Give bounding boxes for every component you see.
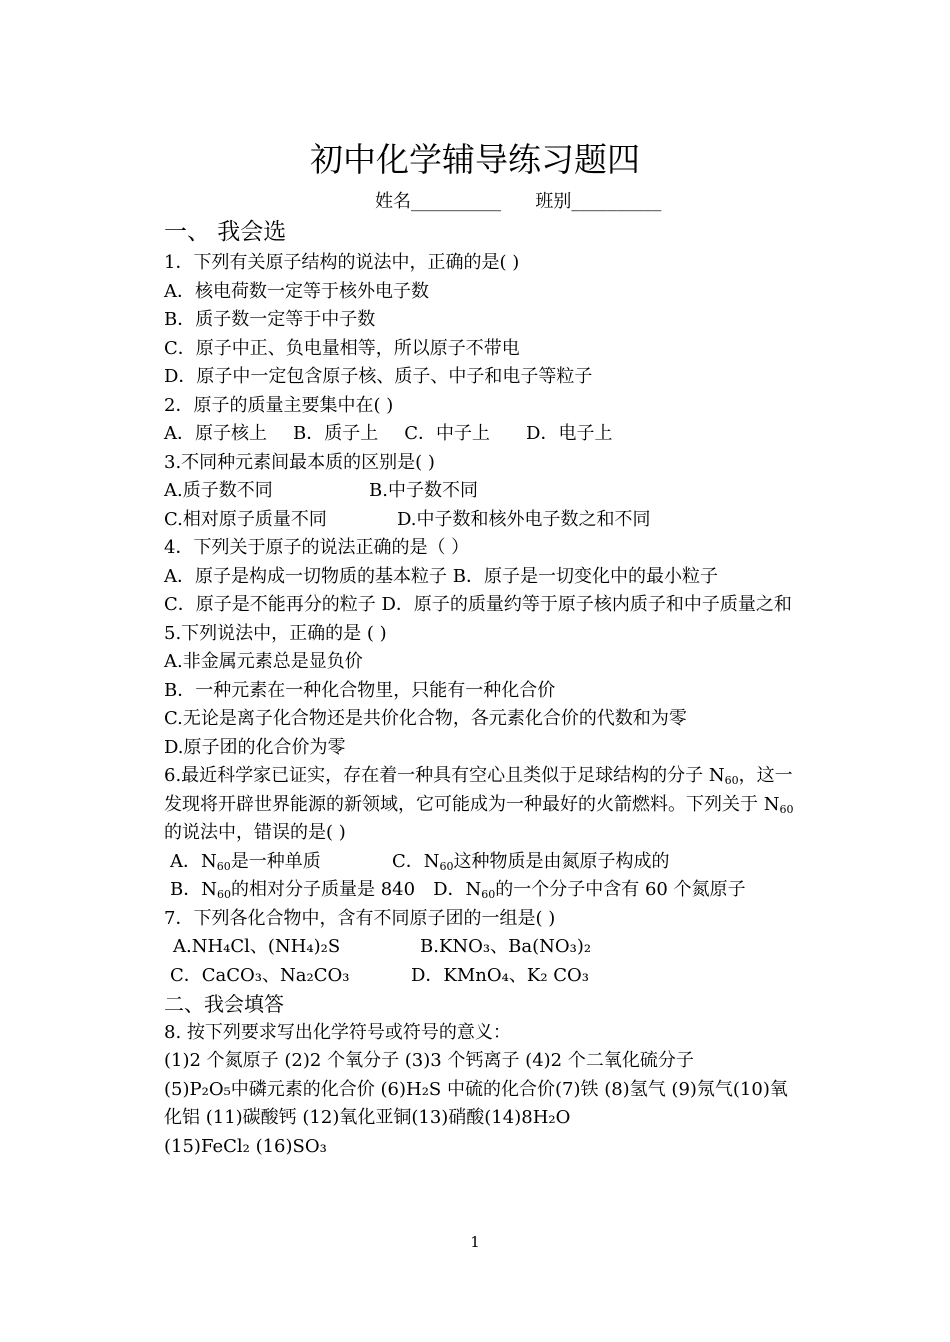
q6-options-bd [164, 876, 794, 905]
q3-option-a: A.质子数不同 [164, 480, 273, 501]
q7-options-ab [164, 933, 794, 962]
section-heading-fill: 二、我会填答 [164, 992, 284, 1016]
q6-option-d: D．$N_{60}$的一个分子中含有 60 个氮原子 [433, 879, 746, 901]
q5-option-d: D.原子团的化合价为零 [164, 736, 346, 758]
q5-option-a: A.非金属元素总是显负价 [164, 651, 363, 672]
q2-options [164, 420, 794, 449]
q1-option-a: A．核电荷数一定等于核外电子数 [164, 280, 429, 302]
question-1: 1．下列有关原子结构的说法中，正确的是( ) [164, 252, 520, 273]
q8-items-line-1: (1)2 个氮原子 (2)2 个氧分子 (3)3 个钙离子 (4)2 个二氧化硫分子 [164, 1050, 694, 1071]
q7-option-b: B.KNO₃、Ba(NO₃)₂ [420, 936, 592, 957]
q8-items-line-3: (15)FeCl₂ (16)SO₃ [164, 1135, 327, 1157]
page-title: 初中化学辅导练习题四 [310, 140, 640, 179]
q7-option-d: D．KMnO₄、K₂ CO₃ [411, 964, 590, 986]
q1-option-b: B．质子数一定等于中子数 [164, 309, 376, 330]
question-6: 6.最近科学家已证实，存在着一种具有空心且类似于足球结构的分子 $N_{60}$，这一发现将开辟世界能源的新领域，它可能成为一种最好的火箭燃料。下列关于 $N_{60}$的说法中，错误的是( ) [164, 765, 794, 843]
q1-option-d: D．原子中一定包含原子核、质子、中子和电子等粒子 [164, 366, 593, 387]
question-5: 5.下列说法中，正确的是 ( ) [164, 622, 387, 644]
q6-options-ac [164, 848, 794, 877]
q2-option-b: B．质子上 [293, 423, 379, 444]
q3-option-c: C.相对原子质量不同 [164, 508, 327, 530]
question-2: 2．原子的质量主要集中在( ) [164, 394, 394, 416]
question-4: 4．下列关于原子的说法正确的是（ ） [164, 537, 470, 558]
q2-option-c: C．中子上 [404, 423, 491, 444]
q4-options-ab: A．原子是构成一切物质的基本粒子 B．原子是一切变化中的最小粒子 [164, 565, 718, 587]
q3-option-d: D.中子数和核外电子数之和不同 [397, 508, 651, 530]
section-heading-choice: 一、 我会选 [164, 219, 287, 245]
q2-option-d: D．电子上 [526, 423, 613, 444]
q7-option-a: A.NH₄Cl、(NH₄)₂S [173, 936, 341, 957]
q3-option-b: B.中子数不同 [369, 480, 478, 501]
exercise-content [164, 215, 794, 1161]
question-8: 8. 按下列要求写出化学符号或符号的意义： [164, 1021, 511, 1043]
question-7: 7．下列各化合物中，含有不同原子团的一组是( ) [164, 907, 556, 929]
q6-option-b: B．$N_{60}$的相对分子质量是 840 [170, 879, 416, 901]
page-number: 1 [470, 1233, 480, 1251]
q3-options-cd [164, 506, 794, 535]
q1-option-c: C．原子中正、负电量相等，所以原子不带电 [164, 337, 520, 359]
q6-option-a: A．$N_{60}$是一种单质 [170, 850, 321, 873]
question-3: 3.不同种元素间最本质的区别是( ) [164, 451, 435, 473]
name-class-line: 姓名__________ 班别__________ [375, 191, 662, 212]
q2-option-a: A．原子核上 [164, 423, 267, 444]
q8-items-line-2: (5)P₂O₅中磷元素的化合价 (6)H₂S 中硫的化合价(7)铁 (8)氢气 (9)氖气(10)氧化铝 (11)碳酸钙 (12)氧化亚铜(13)硝酸(14)8H₂O [164, 1078, 788, 1128]
q7-option-c: C．CaCO₃、Na₂CO₃ [170, 964, 350, 986]
q7-options-cd [164, 962, 794, 991]
q5-option-c: C.无论是离子化合物还是共价化合物，各元素化合价的代数和为零 [164, 708, 687, 729]
q3-options-ab [164, 477, 794, 506]
q4-options-cd: C．原子是不能再分的粒子 D．原子的质量约等于原子核内质子和中子质量之和 [164, 594, 792, 615]
q5-option-b: B．一种元素在一种化合物里，只能有一种化合价 [164, 679, 556, 701]
q6-option-c: C．$N_{60}$这种物质是由氮原子构成的 [392, 850, 670, 873]
